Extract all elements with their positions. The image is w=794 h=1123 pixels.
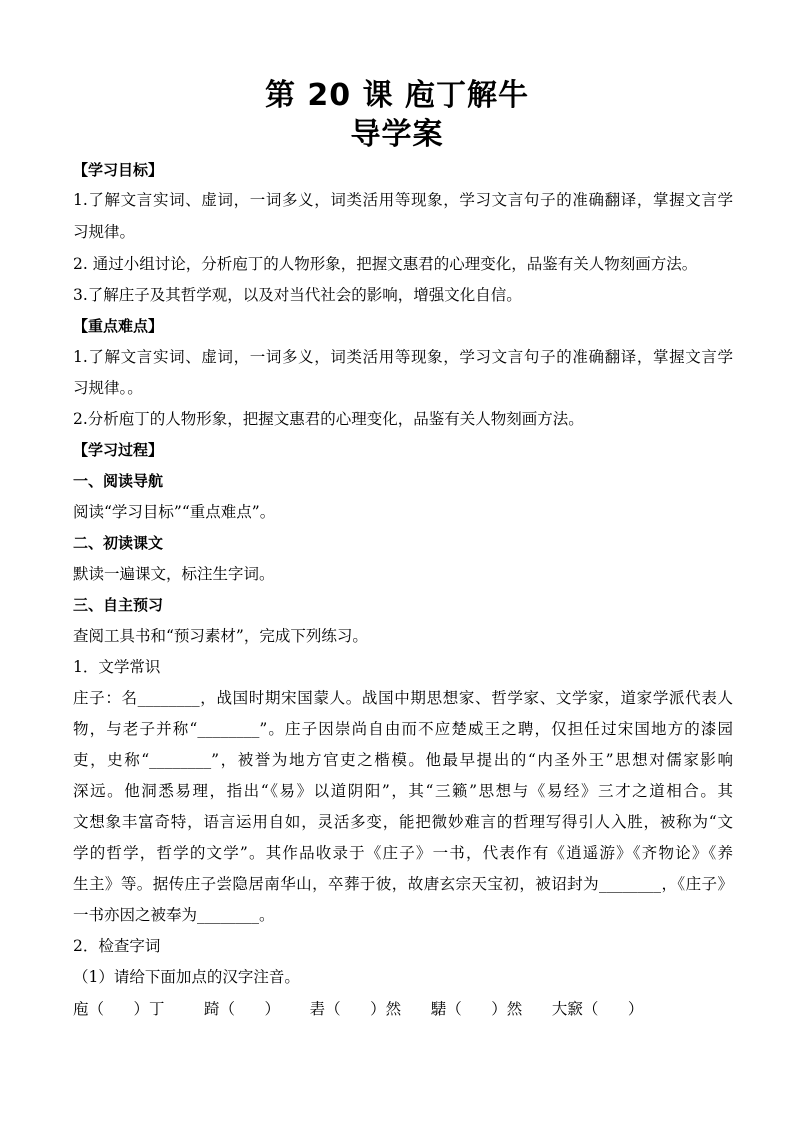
key-point-1-line-2: 习规律。。 — [73, 379, 143, 397]
section-heading-key-points: 【重点难点】 — [73, 317, 164, 335]
zhuangzi-paragraph-line-4: 深远。他洞悉易理，指出“《易》以道阴阳”，其“三籁”思想与《易经》三才之道相合。其 — [73, 782, 733, 800]
question-phonetic-annotation: （1）请给下面加点的汉字注音。 — [73, 968, 300, 986]
section-heading-learning-process: 【学习过程】 — [73, 441, 164, 459]
reading-guide-text: 阅读“学习目标”“重点难点”。 — [73, 503, 276, 521]
document-subtitle: 导学案 — [350, 117, 444, 152]
key-point-2: 2.分析庖丁的人物形象，把握文惠君的心理变化，品鉴有关人物刻画方法。 — [73, 410, 584, 428]
goal-2: 2. 通过小组讨论，分析庖丁的人物形象，把握文惠君的心理变化，品鉴有关人物刻画方法。 — [73, 255, 698, 273]
first-reading-text: 默读一遍课文，标注生字词。 — [73, 565, 275, 583]
key-point-1-line-1: 1.了解文言实词、虚词，一词多义，词类活用等现象，学习文言句子的准确翻译，掌握文言学 — [73, 348, 733, 366]
phonetic-blanks-row: 庖（ ）丁 踦（ ） 砉（ ）然 騞（ ）然 大窾（ ） — [73, 1000, 644, 1018]
document-title: 第 20 课 庖丁解牛 — [264, 78, 530, 113]
item-check-vocabulary: 2．检查字词 — [73, 937, 161, 955]
zhuangzi-paragraph-line-8: 一书亦因之被奉为________。 — [73, 906, 275, 924]
goal-1-line-2: 习规律。 — [73, 223, 136, 241]
self-preview-text: 查阅工具书和“预习素材”，完成下列练习。 — [73, 627, 368, 645]
zhuangzi-paragraph-line-5: 文想象丰富奇特，语言运用自如，灵活多变，能把微妙难言的哲理写得引人入胜，被称为“文 — [73, 813, 733, 831]
zhuangzi-paragraph-line-3: 吏，史称“________”，被誉为地方官吏之楷模。他最早提出的“内圣外王”思想对儒家影响 — [73, 751, 733, 769]
item-literary-knowledge: 1．文学常识 — [73, 658, 161, 676]
section-heading-learning-goals: 【学习目标】 — [73, 161, 164, 179]
subheading-first-reading: 二、初读课文 — [73, 534, 164, 552]
goal-3: 3.了解庄子及其哲学观，以及对当代社会的影响，增强文化自信。 — [73, 286, 522, 304]
goal-1-line-1: 1.了解文言实词、虚词，一词多义，词类活用等现象，学习文言句子的准确翻译，掌握文言学 — [73, 191, 733, 209]
subheading-reading-guide: 一、阅读导航 — [73, 472, 164, 490]
zhuangzi-paragraph-line-7: 生主》等。据传庄子尝隐居南华山，卒葬于彼，故唐玄宗天宝初，被诏封为________，《庄子》 — [73, 875, 733, 893]
zhuangzi-paragraph-line-6: 学的哲学，哲学的文学”。其作品收录于《庄子》一书，代表作有《逍遥游》《齐物论》《养 — [73, 844, 733, 862]
zhuangzi-paragraph-line-2: 物，与老子并称“________”。庄子因崇尚自由而不应楚威王之聘，仅担任过宋国地方的漆园 — [73, 720, 733, 738]
subheading-self-preview: 三、自主预习 — [73, 596, 164, 614]
zhuangzi-paragraph-line-1: 庄子：名________，战国时期宋国蒙人。战国中期思想家、哲学家、文学家，道家学派代表人 — [73, 689, 733, 707]
